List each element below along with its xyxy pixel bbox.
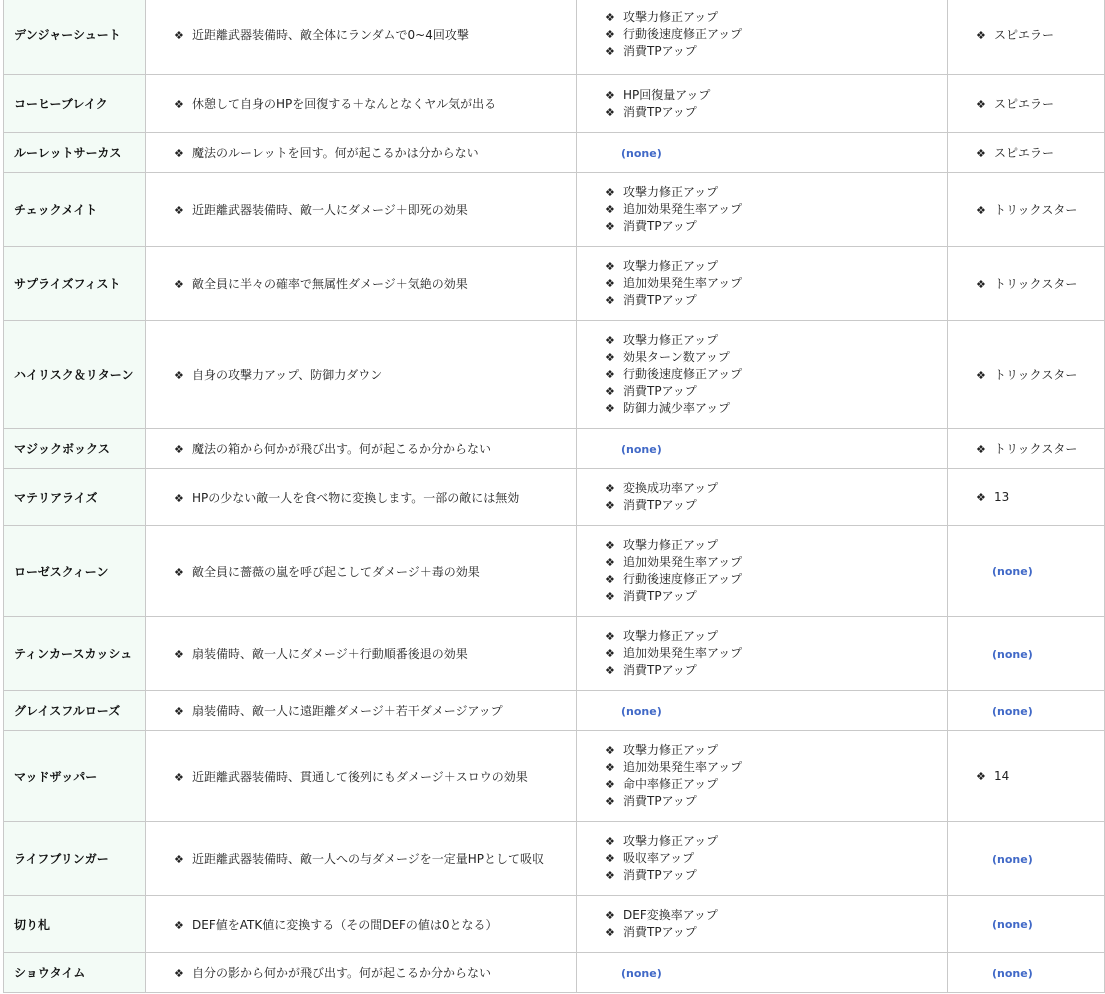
bullet-icon: ❖ (174, 278, 184, 291)
upgrade-item (605, 759, 947, 776)
bullet-icon: ❖ (605, 334, 615, 347)
upgrade-item (605, 104, 947, 121)
upgrade-item (605, 275, 947, 292)
skill-upgrades (577, 896, 948, 953)
upgrade-item (605, 258, 947, 275)
skill-description (146, 526, 577, 617)
description-text: 自身の攻撃力アップ、防御力ダウン (192, 368, 383, 382)
upgrade-text: 攻撃力修正アップ (623, 259, 719, 273)
description-text: 近距離武器装備時、貫通して後列にもダメージ＋スロウの効果 (192, 769, 528, 784)
upgrade-text: 消費TPアップ (623, 589, 697, 603)
skill-class (948, 617, 1105, 691)
upgrade-item (605, 184, 947, 201)
table-row (4, 691, 1105, 731)
bullet-icon: ❖ (174, 770, 184, 784)
table-row (4, 429, 1105, 469)
none-label: (none) (621, 442, 662, 456)
skill-name: ティンカースカッシュ (4, 617, 146, 691)
bullet-icon: ❖ (605, 647, 615, 660)
bullet-icon: ❖ (976, 98, 986, 111)
upgrade-text: 追加効果発生率アップ (623, 760, 743, 774)
table-row (4, 133, 1105, 173)
bullet-icon: ❖ (174, 147, 184, 160)
upgrade-item (605, 645, 947, 662)
none-label: (none) (621, 966, 662, 980)
bullet-icon: ❖ (174, 204, 184, 217)
upgrade-text: HP回復量アップ (623, 87, 711, 102)
bullet-icon: ❖ (174, 705, 184, 718)
description-text: 休憩して自身のHPを回復する＋なんとなくヤル気が出る (192, 97, 497, 111)
skill-class (948, 691, 1105, 731)
skill-description (146, 691, 577, 731)
upgrade-item (605, 480, 947, 497)
description-text: 敵全員に薔薇の嵐を呼び起こしてダメージ＋毒の効果 (192, 564, 480, 579)
bullet-icon: ❖ (976, 147, 986, 160)
upgrade-text: 消費TPアップ (623, 293, 697, 307)
skill-name: マテリアライズ (4, 469, 146, 526)
upgrade-text: 消費TPアップ (623, 104, 697, 119)
skill-upgrades (577, 731, 948, 822)
upgrade-item (605, 537, 947, 554)
skill-name: コーヒーブレイク (4, 75, 146, 133)
skill-name: ローゼスクィーン (4, 526, 146, 617)
skill-class (948, 953, 1105, 993)
none-label: (none) (992, 565, 1033, 578)
skill-table-container (3, 0, 1105, 993)
class-text: トリックスター (994, 442, 1078, 456)
upgrade-text: 攻撃力修正アップ (623, 743, 719, 757)
bullet-icon: ❖ (605, 573, 615, 586)
table-row (4, 321, 1105, 429)
class-text: スピエラー (994, 28, 1055, 42)
none-label: (none) (992, 647, 1033, 661)
bullet-icon: ❖ (605, 277, 615, 290)
upgrade-item (605, 742, 947, 759)
class-text: 13 (994, 490, 1010, 504)
skill-upgrades (577, 173, 948, 247)
upgrade-text: 吸収率アップ (623, 851, 695, 865)
upgrade-item (605, 383, 947, 400)
skill-class (948, 75, 1105, 133)
upgrade-item (605, 776, 947, 793)
bullet-icon: ❖ (605, 45, 615, 58)
upgrade-text: 追加効果発生率アップ (623, 646, 743, 660)
table-row (4, 617, 1105, 691)
upgrade-text: 変換成功率アップ (623, 481, 719, 495)
none-label: (none) (621, 146, 662, 160)
upgrade-item (605, 867, 947, 884)
skill-name: ルーレットサーカス (4, 133, 146, 173)
table-row (4, 822, 1105, 896)
upgrade-item (605, 662, 947, 679)
upgrade-text: 消費TPアップ (623, 794, 697, 808)
skill-upgrades (577, 822, 948, 896)
upgrade-item (605, 9, 947, 26)
skill-name: マッドザッパー (4, 731, 146, 822)
upgrade-text: 攻撃力修正アップ (623, 834, 719, 848)
upgrade-item (605, 201, 947, 218)
description-text: 近距離武器装備時、敵一人への与ダメージを一定量HPとして吸収 (192, 852, 545, 866)
skill-name: ショウタイム (4, 953, 146, 993)
upgrade-text: 消費TPアップ (623, 219, 697, 233)
upgrade-text: 追加効果発生率アップ (623, 555, 743, 569)
bullet-icon: ❖ (174, 98, 184, 111)
skill-class (948, 469, 1105, 526)
skill-upgrades (577, 75, 948, 133)
upgrade-item (605, 349, 947, 366)
bullet-icon: ❖ (605, 220, 615, 233)
skill-class (948, 429, 1105, 469)
description-text: 近距離武器装備時、敵一人にダメージ＋即死の効果 (192, 203, 468, 217)
bullet-icon: ❖ (605, 556, 615, 569)
bullet-icon: ❖ (605, 761, 615, 774)
skill-class (948, 173, 1105, 247)
skill-name: チェックメイト (4, 173, 146, 247)
skill-class (948, 896, 1105, 953)
upgrade-item (605, 497, 947, 514)
description-text: 扇装備時、敵一人にダメージ＋行動順番後退の効果 (192, 647, 468, 661)
skill-description (146, 133, 577, 173)
description-text: 扇装備時、敵一人に遠距離ダメージ＋若干ダメージアップ (192, 704, 503, 718)
upgrade-item (605, 793, 947, 810)
upgrade-text: 攻撃力修正アップ (623, 538, 719, 552)
bullet-icon: ❖ (605, 664, 615, 677)
upgrade-text: 攻撃力修正アップ (623, 629, 719, 643)
upgrade-item (605, 43, 947, 60)
bullet-icon: ❖ (605, 869, 615, 882)
upgrade-text: 防御力減少率アップ (623, 401, 731, 415)
bullet-icon: ❖ (174, 853, 184, 866)
upgrade-item (605, 571, 947, 588)
none-label: (none) (992, 966, 1033, 980)
class-text: スピエラー (994, 146, 1055, 160)
skill-upgrades (577, 526, 948, 617)
upgrade-text: 消費TPアップ (623, 384, 697, 398)
upgrade-item (605, 924, 947, 941)
skill-description (146, 0, 577, 75)
bullet-icon: ❖ (605, 852, 615, 865)
skill-upgrades (577, 133, 948, 173)
upgrade-item (605, 554, 947, 571)
upgrade-item (605, 400, 947, 417)
upgrade-text: 行動後速度修正アップ (623, 572, 743, 586)
upgrade-text: 消費TPアップ (623, 44, 697, 58)
upgrade-item (605, 218, 947, 235)
skill-upgrades (577, 469, 948, 526)
bullet-icon: ❖ (174, 967, 184, 980)
table-row (4, 469, 1105, 526)
upgrade-text: 行動後速度修正アップ (623, 367, 743, 381)
table-row (4, 75, 1105, 133)
upgrade-text: 攻撃力修正アップ (623, 185, 719, 199)
none-label: (none) (992, 918, 1033, 931)
skill-upgrades (577, 617, 948, 691)
bullet-icon: ❖ (174, 369, 184, 382)
description-text: 近距離武器装備時、敵全体にランダムで0~4回攻撃 (192, 28, 469, 42)
upgrade-item (605, 588, 947, 605)
bullet-icon: ❖ (976, 204, 986, 217)
upgrade-text: 効果ターン数アップ (623, 350, 730, 364)
bullet-icon: ❖ (605, 482, 615, 495)
none-label: (none) (992, 852, 1033, 866)
bullet-icon: ❖ (976, 491, 986, 504)
bullet-icon: ❖ (605, 539, 615, 552)
skill-class (948, 133, 1105, 173)
upgrade-item (605, 87, 947, 104)
skill-description (146, 896, 577, 953)
skill-name: グレイスフルローズ (4, 691, 146, 731)
skill-name: 切り札 (4, 896, 146, 953)
bullet-icon: ❖ (976, 278, 986, 291)
upgrade-text: 攻撃力修正アップ (623, 333, 719, 347)
bullet-icon: ❖ (605, 909, 615, 922)
table-row (4, 247, 1105, 321)
upgrade-text: 消費TPアップ (623, 498, 697, 512)
skill-description (146, 953, 577, 993)
skill-class (948, 526, 1105, 617)
bullet-icon: ❖ (605, 368, 615, 381)
bullet-icon: ❖ (174, 443, 184, 456)
skill-description (146, 617, 577, 691)
bullet-icon: ❖ (976, 29, 986, 42)
table-row (4, 896, 1105, 953)
bullet-icon: ❖ (605, 351, 615, 364)
upgrade-text: 行動後速度修正アップ (623, 27, 743, 41)
bullet-icon: ❖ (605, 795, 615, 808)
upgrade-item (605, 907, 947, 924)
table-row (4, 526, 1105, 617)
skill-name: マジックボックス (4, 429, 146, 469)
bullet-icon: ❖ (976, 443, 986, 456)
skill-class (948, 731, 1105, 822)
description-text: 敵全員に半々の確率で無属性ダメージ＋気絶の効果 (192, 277, 468, 291)
skill-description (146, 731, 577, 822)
upgrade-text: 攻撃力修正アップ (623, 10, 719, 24)
upgrade-text: 追加効果発生率アップ (623, 276, 743, 290)
bullet-icon: ❖ (605, 744, 615, 757)
bullet-icon: ❖ (976, 770, 986, 783)
description-text: HPの少ない敵一人を食べ物に変換します。一部の敵には無効 (192, 490, 520, 505)
skill-description (146, 173, 577, 247)
description-text: 自分の影から何かが飛び出す。何が起こるか分からない (192, 966, 492, 980)
class-text: スピエラー (994, 97, 1055, 111)
skill-description (146, 822, 577, 896)
class-text: トリックスター (994, 203, 1078, 217)
bullet-icon: ❖ (605, 203, 615, 216)
bullet-icon: ❖ (605, 105, 615, 119)
bullet-icon: ❖ (605, 590, 615, 603)
upgrade-text: 消費TPアップ (623, 868, 697, 882)
skill-name: サプライズフィスト (4, 247, 146, 321)
skill-upgrades (577, 0, 948, 75)
bullet-icon: ❖ (174, 491, 184, 505)
bullet-icon: ❖ (605, 926, 615, 939)
skill-description (146, 469, 577, 526)
bullet-icon: ❖ (605, 294, 615, 307)
skill-description (146, 75, 577, 133)
bullet-icon: ❖ (605, 402, 615, 415)
bullet-icon: ❖ (605, 260, 615, 273)
skill-class (948, 0, 1105, 75)
skill-upgrades (577, 429, 948, 469)
none-label: (none) (992, 704, 1033, 718)
skill-upgrades (577, 321, 948, 429)
skill-upgrades (577, 247, 948, 321)
table-row (4, 173, 1105, 247)
description-text: 魔法の箱から何かが飛び出す。何が起こるか分からない (192, 442, 492, 456)
skill-description (146, 321, 577, 429)
class-text: 14 (994, 769, 1010, 783)
upgrade-text: DEF変換率アップ (623, 908, 718, 922)
class-text: トリックスター (994, 277, 1078, 291)
bullet-icon: ❖ (174, 565, 184, 579)
upgrade-item (605, 850, 947, 867)
upgrade-item (605, 366, 947, 383)
bullet-icon: ❖ (605, 11, 615, 24)
skill-description (146, 247, 577, 321)
description-text: 魔法のルーレットを回す。何が起こるかは分からない (192, 146, 479, 160)
table-row (4, 731, 1105, 822)
skill-upgrades (577, 691, 948, 731)
bullet-icon: ❖ (174, 648, 184, 661)
upgrade-item (605, 628, 947, 645)
upgrade-text: 追加効果発生率アップ (623, 202, 743, 216)
bullet-icon: ❖ (174, 918, 184, 932)
skill-class (948, 822, 1105, 896)
bullet-icon: ❖ (605, 835, 615, 848)
upgrade-item (605, 332, 947, 349)
skill-name: デンジャーシュート (4, 0, 146, 75)
upgrade-item (605, 292, 947, 309)
upgrade-text: 消費TPアップ (623, 663, 697, 677)
bullet-icon: ❖ (976, 369, 986, 382)
skill-class (948, 247, 1105, 321)
skill-upgrades (577, 953, 948, 993)
class-text: トリックスター (994, 368, 1078, 382)
skill-table (3, 0, 1105, 993)
bullet-icon: ❖ (605, 778, 615, 791)
skill-class (948, 321, 1105, 429)
bullet-icon: ❖ (605, 28, 615, 41)
table-row (4, 0, 1105, 75)
upgrade-item (605, 26, 947, 43)
table-row (4, 953, 1105, 993)
skill-description (146, 429, 577, 469)
skill-name: ハイリスク＆リターン (4, 321, 146, 429)
bullet-icon: ❖ (605, 630, 615, 643)
bullet-icon: ❖ (605, 499, 615, 512)
bullet-icon: ❖ (174, 29, 184, 42)
description-text: DEF値をATK値に変換する（その間DEFの値は0となる） (192, 917, 498, 932)
bullet-icon: ❖ (605, 385, 615, 398)
skill-name: ライフブリンガー (4, 822, 146, 896)
upgrade-item (605, 833, 947, 850)
bullet-icon: ❖ (605, 186, 615, 199)
none-label: (none) (621, 704, 662, 718)
upgrade-text: 消費TPアップ (623, 925, 697, 939)
skill-table-body (4, 0, 1105, 993)
upgrade-text: 命中率修正アップ (623, 777, 719, 791)
bullet-icon: ❖ (605, 88, 615, 102)
